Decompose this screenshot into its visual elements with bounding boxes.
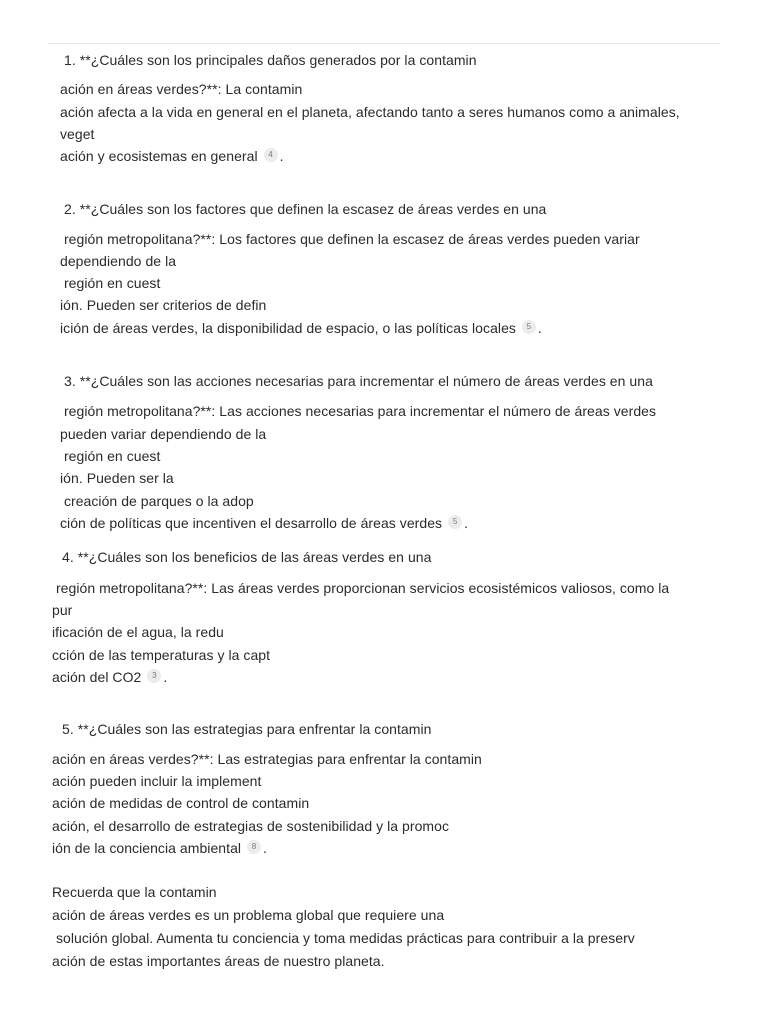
answer-2-line-3: región en cuest [60, 275, 161, 291]
citation-badge[interactable]: 5 [448, 515, 462, 529]
answer-1-line-4 [60, 146, 284, 166]
answer-1-line-2: ación afecta a la vida en general en el planeta, afectando tanto a seres humanos como a animales, [60, 104, 680, 120]
answer-5-line-4: ación, el desarrollo de estrategias de sostenibilidad y la promoc [52, 818, 450, 834]
answer-4-line-2: pur [52, 602, 73, 618]
answer-3-line-2: pueden variar dependiendo de la [60, 426, 267, 442]
answer-4-line-3: ificación de el agua, la redu [52, 624, 224, 640]
answer-1-line-1: ación en áreas verdes?**: La contamin [60, 81, 303, 97]
period: . [537, 320, 542, 336]
answer-2-line-2: dependiendo de la [60, 253, 177, 269]
question-3-line-1: 3. **¿Cuáles son las acciones necesarias para incrementar el número de áreas verdes en una [64, 373, 653, 389]
answer-5-line-3: ación de medidas de control de contamin [52, 795, 310, 811]
question-1-line-1: 1. **¿Cuáles son los principales daños generados por la contamin [64, 52, 477, 68]
answer-5-line-5 [52, 838, 267, 858]
question-2-line-1: 2. **¿Cuáles son los factores que definen la escasez de áreas verdes en una [64, 201, 547, 217]
period: . [279, 148, 284, 164]
closing-line-2: ación de áreas verdes es un problema global que requiere una [52, 907, 445, 923]
citation-badge[interactable]: 4 [264, 148, 278, 162]
answer-4-line-5-text: ación del CO2 [52, 669, 142, 685]
citation-badge[interactable]: 8 [247, 840, 261, 854]
answer-2-line-1: región metropolitana?**: Los factores que definen la escasez de áreas verdes pueden variar [60, 231, 640, 247]
question-5-line-1: 5. **¿Cuáles son las estrategias para enfrentar la contamin [62, 721, 432, 737]
answer-3-line-6-text: ción de políticas que incentiven el desarrollo de áreas verdes [60, 515, 443, 531]
answer-3-line-1: región metropolitana?**: Las acciones necesarias para incrementar el número de áreas verdes [60, 403, 657, 419]
closing-line-1: Recuerda que la contamin [52, 884, 217, 900]
period: . [464, 515, 469, 531]
answer-4-line-4: cción de las temperaturas y la capt [52, 647, 271, 663]
answer-4-line-1: región metropolitana?**: Las áreas verdes proporcionan servicios ecosistémicos valiosos, como la [52, 580, 670, 596]
answer-3-line-5: creación de parques o la adop [60, 493, 254, 509]
answer-4-line-5 [52, 667, 167, 687]
citation-badge[interactable]: 3 [147, 669, 161, 683]
top-divider [48, 43, 720, 44]
answer-3-line-6 [60, 513, 468, 533]
answer-3-line-4: ión. Pueden ser la [60, 470, 174, 486]
answer-1-line-4-text: ación y ecosistemas en general [60, 148, 258, 164]
answer-3-line-3: región en cuest [60, 448, 161, 464]
answer-5-line-5-text: ión de la conciencia ambiental [52, 840, 242, 856]
answer-2-line-4: ión. Pueden ser criterios de defin [60, 297, 267, 313]
answer-5-line-1: ación en áreas verdes?**: Las estrategias para enfrentar la contamin [52, 751, 482, 767]
answer-2-line-5 [60, 318, 542, 338]
answer-1-line-3: veget [60, 126, 95, 142]
closing-line-3: solución global. Aumenta tu conciencia y toma medidas prácticas para contribuir a la preserv [52, 930, 635, 946]
answer-5-line-2: ación pueden incluir la implement [52, 773, 262, 789]
answer-2-line-5-text: ición de áreas verdes, la disponibilidad de espacio, o las políticas locales [60, 320, 516, 336]
closing-line-4: ación de estas importantes áreas de nuestro planeta. [52, 953, 385, 969]
period: . [163, 669, 168, 685]
period: . [263, 840, 267, 856]
question-4-line-1: 4. **¿Cuáles son los beneficios de las áreas verdes en una [62, 549, 432, 565]
citation-badge[interactable]: 5 [522, 320, 536, 334]
